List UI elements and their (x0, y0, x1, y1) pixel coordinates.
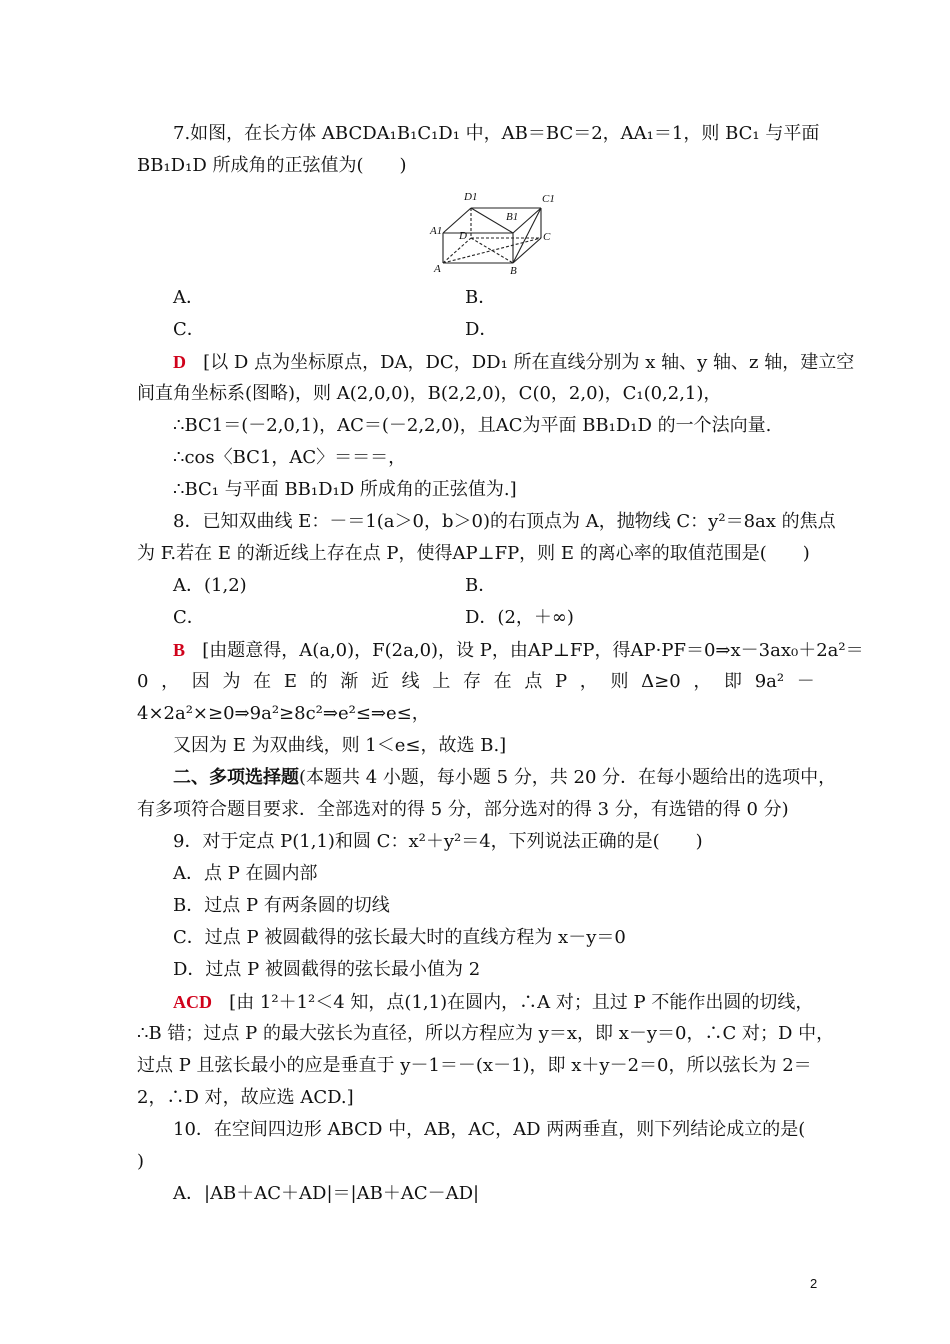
q8-sol2-part: ， (161, 671, 180, 692)
q7-solution-text1: [以 D 点为坐标原点，DA，DC，DD₁ 所在直线分别为 x 轴、y 轴、z 轴，建立空 (203, 352, 855, 373)
q9-stem: 9．对于定点 P(1,1)和圆 C：x²＋y²＝4，下列说法正确的是( ) (173, 831, 703, 852)
q8-option-a: A．(1,2) (173, 575, 247, 596)
q8-option-c: C． (173, 607, 205, 628)
q7-stem-line2: BB₁D₁D 所成角的正弦值为( ) (137, 155, 407, 176)
q9-solution-line1 (173, 990, 813, 1015)
q9-solution-line2: ∴B 错；过点 P 的最大弦长为直径，所以方程应为 y＝x，即 x－y＝0，∴C 对；D 中， (137, 1023, 835, 1044)
label-A: A (434, 263, 441, 275)
q8-answer-label: B (173, 640, 186, 660)
label-B: B (510, 265, 517, 277)
q8-sol2-part: ， (693, 671, 712, 692)
q7-solution-line4: ∴cos〈BC1，AC〉＝＝＝， (173, 447, 407, 468)
q9-option-c: C．过点 P 被圆截得的弦长最大时的直线方程为 x－y＝0 (173, 927, 626, 948)
q8-stem-line1: 8．已知双曲线 E：－＝1(a＞0，b＞0)的右顶点为 A，抛物线 C：y²＝8ax 的焦点 (173, 511, 836, 532)
q8-option-b: B． (465, 575, 497, 596)
q8-sol2-part: 近 (370, 671, 389, 692)
q7-solution-line1 (173, 350, 854, 375)
q8-sol2-part: 线 (401, 671, 420, 692)
label-D: D (459, 230, 467, 242)
q8-sol2-part: 在 (493, 671, 512, 692)
q7-option-a: A． (173, 287, 204, 308)
q9-solution-text1: [由 1²＋1²＜4 知，点(1,1)在圆内，∴A 对；且过 P 不能作出圆的切线， (229, 992, 814, 1013)
q7-answer-label: D (173, 352, 186, 372)
q7-option-d: D． (465, 319, 498, 340)
q9-option-b: B．过点 P 有两条圆的切线 (173, 895, 390, 916)
q8-solution-line3: 4×2a²×≥0⇒9a²≥8c²⇒e²≤⇒e≤， (137, 703, 430, 724)
q8-sol2-part: 即 (724, 671, 743, 692)
label-A1: A1 (430, 225, 443, 237)
q8-sol2-part: 上 (432, 671, 451, 692)
q8-sol2-part: 0 (137, 671, 149, 692)
q8-solution-line1 (173, 638, 864, 663)
cuboid-figure (428, 188, 558, 278)
section2-instructions1: (本题共 4 小题，每小题 5 分，共 20 分．在每小题给出的选项中， (299, 767, 837, 788)
section2-heading: 二、多项选择题 (173, 767, 299, 788)
q8-stem-line2: 为 F.若在 E 的渐近线上存在点 P，使得AP⊥FP，则 E 的离心率的取值范围是( ) (137, 543, 810, 564)
q8-sol2-part: E (283, 671, 297, 692)
q8-sol2-part: 为 (222, 671, 241, 692)
q10-stem-line2: ) (137, 1151, 145, 1172)
section2-instructions2: 有多项符合题目要求．全部选对的得 5 分，部分选对的得 3 分，有选错的得 0 分) (137, 799, 789, 820)
q8-sol2-part: － (796, 671, 815, 692)
q9-option-d: D．过点 P 被圆截得的弦长最小值为 2 (173, 959, 481, 980)
q8-sol2-part: 点 (524, 671, 543, 692)
q8-sol2-part: 则 (610, 671, 629, 692)
q8-solution-text1: [由题意得，A(a,0)，F(2a,0)，设 P，由AP⊥FP，得AP·PF＝0⇒x－3ax₀＋2a²＝ (202, 640, 864, 661)
q8-sol2-part: Δ≥0 (641, 671, 681, 692)
q8-sol2-part: 渐 (340, 671, 359, 692)
q9-solution-line4: 2，∴D 对，故应选 ACD.] (137, 1087, 354, 1108)
q8-solution-line2 (137, 670, 815, 694)
q8-sol2-part: ， (579, 671, 598, 692)
label-B1: B1 (506, 211, 519, 223)
page-number: 2 (810, 1276, 818, 1291)
q7-solution-line5: ∴BC₁ 与平面 BB₁D₁D 所成角的正弦值为.] (173, 479, 517, 500)
q8-sol2-part: 在 (253, 671, 272, 692)
q7-option-c: C． (173, 319, 205, 340)
q9-answer-label: ACD (173, 992, 212, 1012)
label-D1: D1 (464, 191, 478, 203)
q8-sol2-part: 存 (462, 671, 481, 692)
q10-stem-line1: 10．在空间四边形 ABCD 中，AB，AC，AD 两两垂直，则下列结论成立的是( (173, 1119, 806, 1140)
q8-option-d: D．(2，＋∞) (465, 607, 574, 628)
section2-heading-line1 (173, 766, 836, 790)
q7-solution-line3: ∴BC1＝(－2,0,1)，AC＝(－2,2,0)，且AC为平面 BB₁D₁D 的一个法向量. (173, 415, 772, 436)
q9-solution-line3: 过点 P 且弦长最小的应是垂直于 y－1＝－(x－1)，即 x＋y－2＝0，所以弦长为 2＝ (137, 1055, 812, 1076)
q8-sol2-part: 9a² (754, 671, 785, 692)
q8-sol2-part: 的 (309, 671, 328, 692)
q7-option-b: B． (465, 287, 497, 308)
label-C: C (543, 231, 551, 243)
q7-solution-line2: 间直角坐标系(图略)，则 A(2,0,0)，B(2,2,0)，C(0，2,0)，C₁(0,2,1)， (137, 383, 722, 404)
q9-option-a: A．点 P 在圆内部 (173, 863, 318, 884)
label-C1: C1 (542, 193, 555, 205)
q7-stem-line1: 7.如图，在长方体 ABCDA₁B₁C₁D₁ 中，AB＝BC＝2，AA₁＝1，则 BC₁ 与平面 (173, 123, 820, 144)
q8-sol2-part: 因 (191, 671, 210, 692)
q8-sol2-part: P (555, 671, 568, 692)
q10-option-a: A．|AB＋AC＋AD|＝|AB＋AC－AD| (173, 1183, 480, 1204)
q8-solution-line4: 又因为 E 为双曲线，则 1＜e≤，故选 B.] (173, 735, 507, 756)
